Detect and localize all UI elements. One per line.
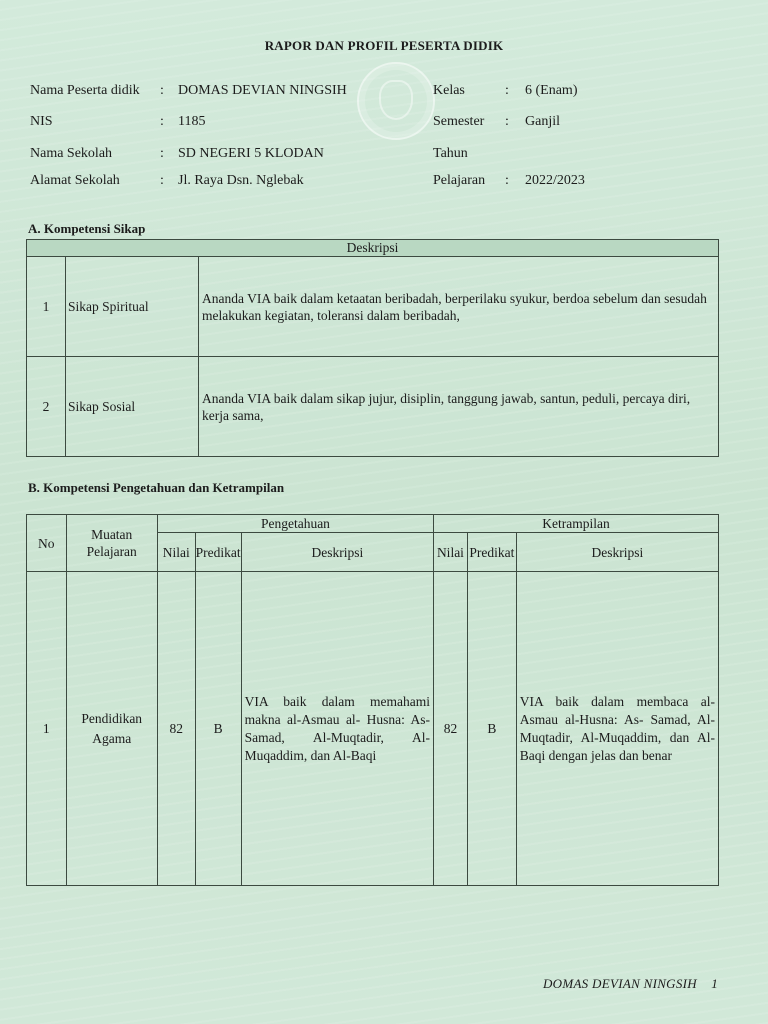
row-k-deskripsi: VIA baik dalam membaca al-Asmau al-Husna: As- Samad, Al-Muqtadir, Al-Muqaddim, dan Al-Baqi dengan jelas dan benar bbox=[516, 572, 718, 886]
sikap-table bbox=[26, 239, 719, 457]
kelas-sep: : bbox=[505, 83, 509, 98]
sikap-header-deskripsi: Deskripsi bbox=[27, 240, 719, 257]
header-row-1 bbox=[27, 515, 719, 533]
header-k-predikat: Predikat bbox=[467, 533, 516, 572]
table-row bbox=[27, 257, 719, 357]
tahun-label: Tahun bbox=[433, 146, 468, 161]
nis-sep: : bbox=[160, 114, 164, 129]
sekolah-value: SD NEGERI 5 KLODAN bbox=[178, 146, 324, 161]
section-a-title: A. Kompetensi Sikap bbox=[28, 221, 146, 236]
header-p-predikat: Predikat bbox=[195, 533, 241, 572]
sikap-row-no: 2 bbox=[27, 357, 66, 457]
sikap-header-row bbox=[27, 240, 719, 257]
nama-value: DOMAS DEVIAN NINGSIH bbox=[178, 83, 347, 98]
header-p-deskripsi: Deskripsi bbox=[241, 533, 433, 572]
header-p-nilai: Nilai bbox=[157, 533, 195, 572]
row-p-predikat: B bbox=[195, 572, 241, 886]
page-title: RAPOR DAN PROFIL PESERTA DIDIK bbox=[264, 38, 504, 53]
row-p-deskripsi: VIA baik dalam memahami makna al-Asmau al- Husna: As-Samad, Al-Muqtadir, Al-Muqaddim, dan Al-Baqi bbox=[241, 572, 433, 886]
school-seal-watermark bbox=[357, 62, 435, 140]
semester-value: Ganjil bbox=[525, 114, 560, 129]
sekolah-sep: : bbox=[160, 146, 164, 161]
header-ketrampilan: Ketrampilan bbox=[434, 515, 719, 533]
row-k-predikat: B bbox=[467, 572, 516, 886]
kelas-value: 6 (Enam) bbox=[525, 83, 578, 98]
sekolah-label: Nama Sekolah bbox=[30, 146, 113, 161]
header-pengetahuan: Pengetahuan bbox=[157, 515, 433, 533]
pelajaran-sep: : bbox=[505, 173, 509, 188]
header-muatan: Muatan Pelajaran bbox=[66, 515, 157, 572]
row-p-nilai: 82 bbox=[157, 572, 195, 886]
pelajaran-label: Pelajaran bbox=[433, 173, 486, 188]
nis-label: NIS bbox=[30, 114, 53, 129]
footer-page-number: 1 bbox=[711, 976, 718, 991]
semester-sep: : bbox=[505, 114, 509, 129]
pelajaran-value: 2022/2023 bbox=[525, 173, 585, 188]
section-b-title: B. Kompetensi Pengetahuan dan Ketrampilan bbox=[28, 480, 285, 495]
pengetahuan-table bbox=[26, 514, 719, 886]
kelas-label: Kelas bbox=[433, 83, 465, 98]
sikap-row-no: 1 bbox=[27, 257, 66, 357]
alamat-value: Jl. Raya Dsn. Nglebak bbox=[178, 173, 304, 188]
table-row bbox=[27, 357, 719, 457]
row-k-nilai: 82 bbox=[434, 572, 468, 886]
alamat-label: Alamat Sekolah bbox=[30, 173, 120, 188]
sikap-row-deskripsi: Ananda VIA baik dalam ketaatan beribadah, berperilaku syukur, berdoa sebelum dan sesudah melakukan kegiatan, toleransi dalam beribadah, bbox=[199, 257, 719, 357]
alamat-sep: : bbox=[160, 173, 164, 188]
page-footer bbox=[543, 976, 718, 992]
footer-student-name: DOMAS DEVIAN NINGSIH bbox=[542, 976, 697, 991]
header-k-deskripsi: Deskripsi bbox=[516, 533, 718, 572]
header-k-nilai: Nilai bbox=[434, 533, 468, 572]
nama-label: Nama Peserta didik bbox=[30, 83, 140, 98]
nis-value: 1185 bbox=[178, 114, 206, 129]
row-no: 1 bbox=[27, 572, 67, 886]
semester-label: Semester bbox=[433, 114, 485, 129]
table-row bbox=[27, 572, 719, 886]
nama-sep: : bbox=[160, 83, 164, 98]
header-no: No bbox=[27, 515, 67, 572]
sikap-row-aspek: Sikap Sosial bbox=[66, 357, 199, 457]
sikap-row-deskripsi: Ananda VIA baik dalam sikap jujur, disiplin, tanggung jawab, santun, peduli, percaya diri, kerja sama, bbox=[199, 357, 719, 457]
row-muatan: Pendidikan Agama bbox=[66, 572, 157, 886]
sikap-row-aspek: Sikap Spiritual bbox=[66, 257, 199, 357]
